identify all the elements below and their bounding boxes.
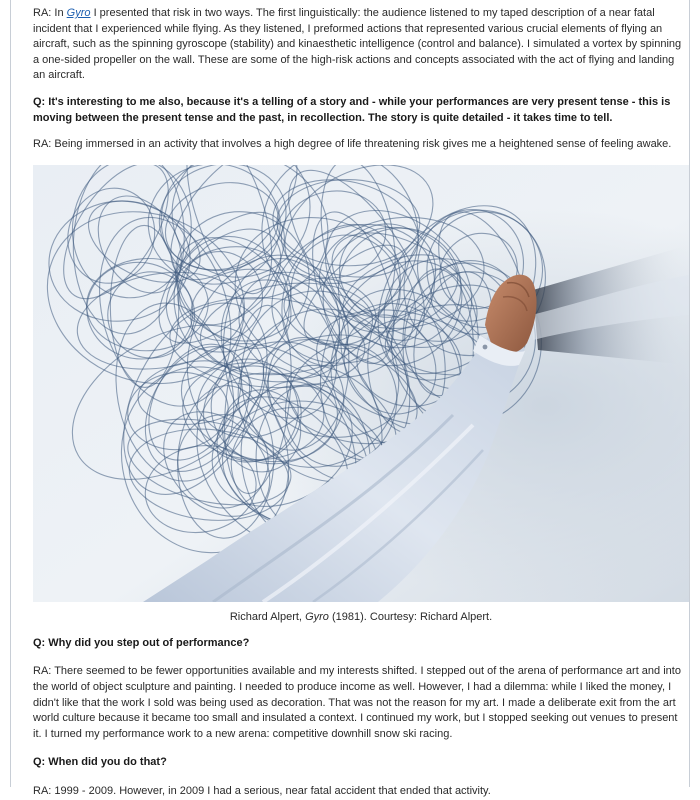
gyro-photo-image [33,165,689,602]
article-content [33,6,689,800]
gyro-link[interactable]: Gyro [66,7,91,19]
para-text-after-link: I presented that risk in two ways. The first linguistically: the audience listened to my taped description of a near fatal incident that I experienced while flying. As they listened, I preformed actions that represented various crucial elements of flying an aircraft, such as the spinning gyroscope (stability) and kinaesthetic intelligence (control and balance). I simulated a vortex by spinning a one-sided propeller on the wall. These are some of the high-risk actions and concepts associated with the act of flying and landing an aircraft. [33,7,682,82]
answer-when: RA: 1999 - 2009. However, in 2009 I had a serious, near fatal accident that ended that activity. [33,784,491,797]
caption-title: Gyro [305,610,329,623]
answer-immersed: RA: Being immersed in an activity that involves a high degree of life threatening risk gives me a heightened sense of feeling awake. [33,138,672,151]
gyro-photo [33,165,689,602]
question-when: Q: When did you do that? [33,756,167,769]
para-text-before-link: In [54,7,64,19]
question-step-out: Q: Why did you step out of performance? [33,636,250,649]
speaker-label: RA: [33,7,52,19]
figure-caption [33,610,689,625]
question-story-telling: Q: It's interesting to me also, because it's a telling of a story and - while your performances are very present tense - this is moving between the present tense and the past, in recollection. The story is quite detailed - it takes time to tell. [33,95,671,124]
answer-paragraph-gyro [33,6,689,84]
caption-credit: (1981). Courtesy: Richard Alpert. [331,610,493,623]
answer-step-out: RA: There seemed to be fewer opportunities available and my interests shifted. I stepped out of the arena of performance art and into the world of object sculpture and painting. I needed to produce income as well. However, I had a dilemma: while I liked the money, I didn't like that the work I sold was being used as decoration. That was not the reason for my art. I made a deliberate exit from the art world culture because it became too small and insulated a context. I continued my work, but I stopped seeking out venues to present it. I turned my performance work to a new arena: competitive downhill snow ski racing. [33,665,681,740]
article-frame [10,0,690,797]
caption-artist: Richard Alpert, [229,610,302,623]
